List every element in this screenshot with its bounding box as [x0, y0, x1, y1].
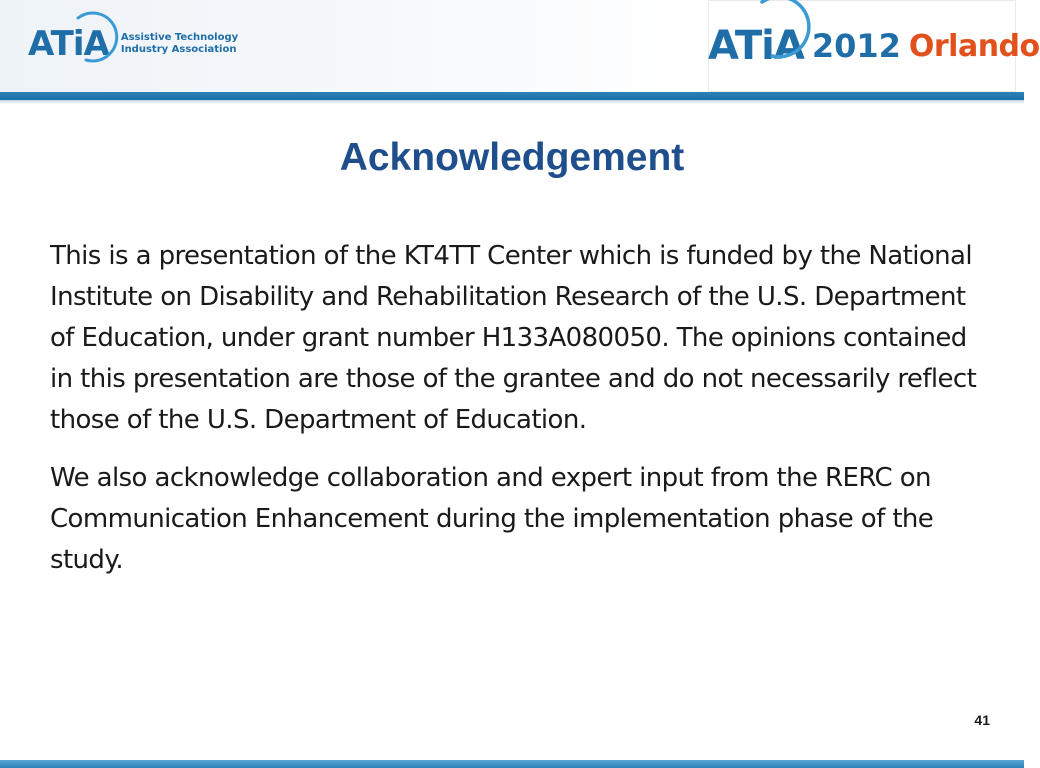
collaboration-paragraph: We also acknowledge collaboration and expert input from the RERC on Communication Enhancement during the implementation phase of the study.	[50, 463, 934, 575]
conference-city: Orlando	[908, 28, 1040, 64]
funding-paragraph: This is a presentation of the KT4TT Center which is funded by the National Institute on Disability and Rehabilitation Research of the U.S. Department of Education, under grant number H133A080050. The opinions contained in this presentation are those of the grantee and do not necessarily reflect those of the U.S. Department of Education.	[50, 241, 977, 435]
page-number: 41	[974, 712, 990, 728]
conference-swoosh-icon	[746, 0, 822, 64]
atia-conference-logo	[708, 0, 1040, 92]
atia-logo	[28, 14, 238, 74]
header-band	[0, 92, 1024, 100]
slide-body	[50, 236, 990, 598]
footer-band	[0, 760, 1024, 768]
header-band-shadow	[0, 100, 1024, 104]
tagline-line-2: Industry Association	[120, 44, 237, 55]
tagline-line-1: Assistive Technology	[120, 32, 239, 43]
slide-header	[0, 0, 1040, 92]
slide-title: Acknowledgement	[339, 136, 685, 179]
conference-year: 2012	[811, 27, 901, 65]
atia-tagline	[121, 32, 238, 56]
conference-wordmark: ATiA	[708, 23, 804, 69]
atia-wordmark: ATiA	[28, 24, 109, 64]
logo-swoosh-icon	[64, 6, 126, 68]
